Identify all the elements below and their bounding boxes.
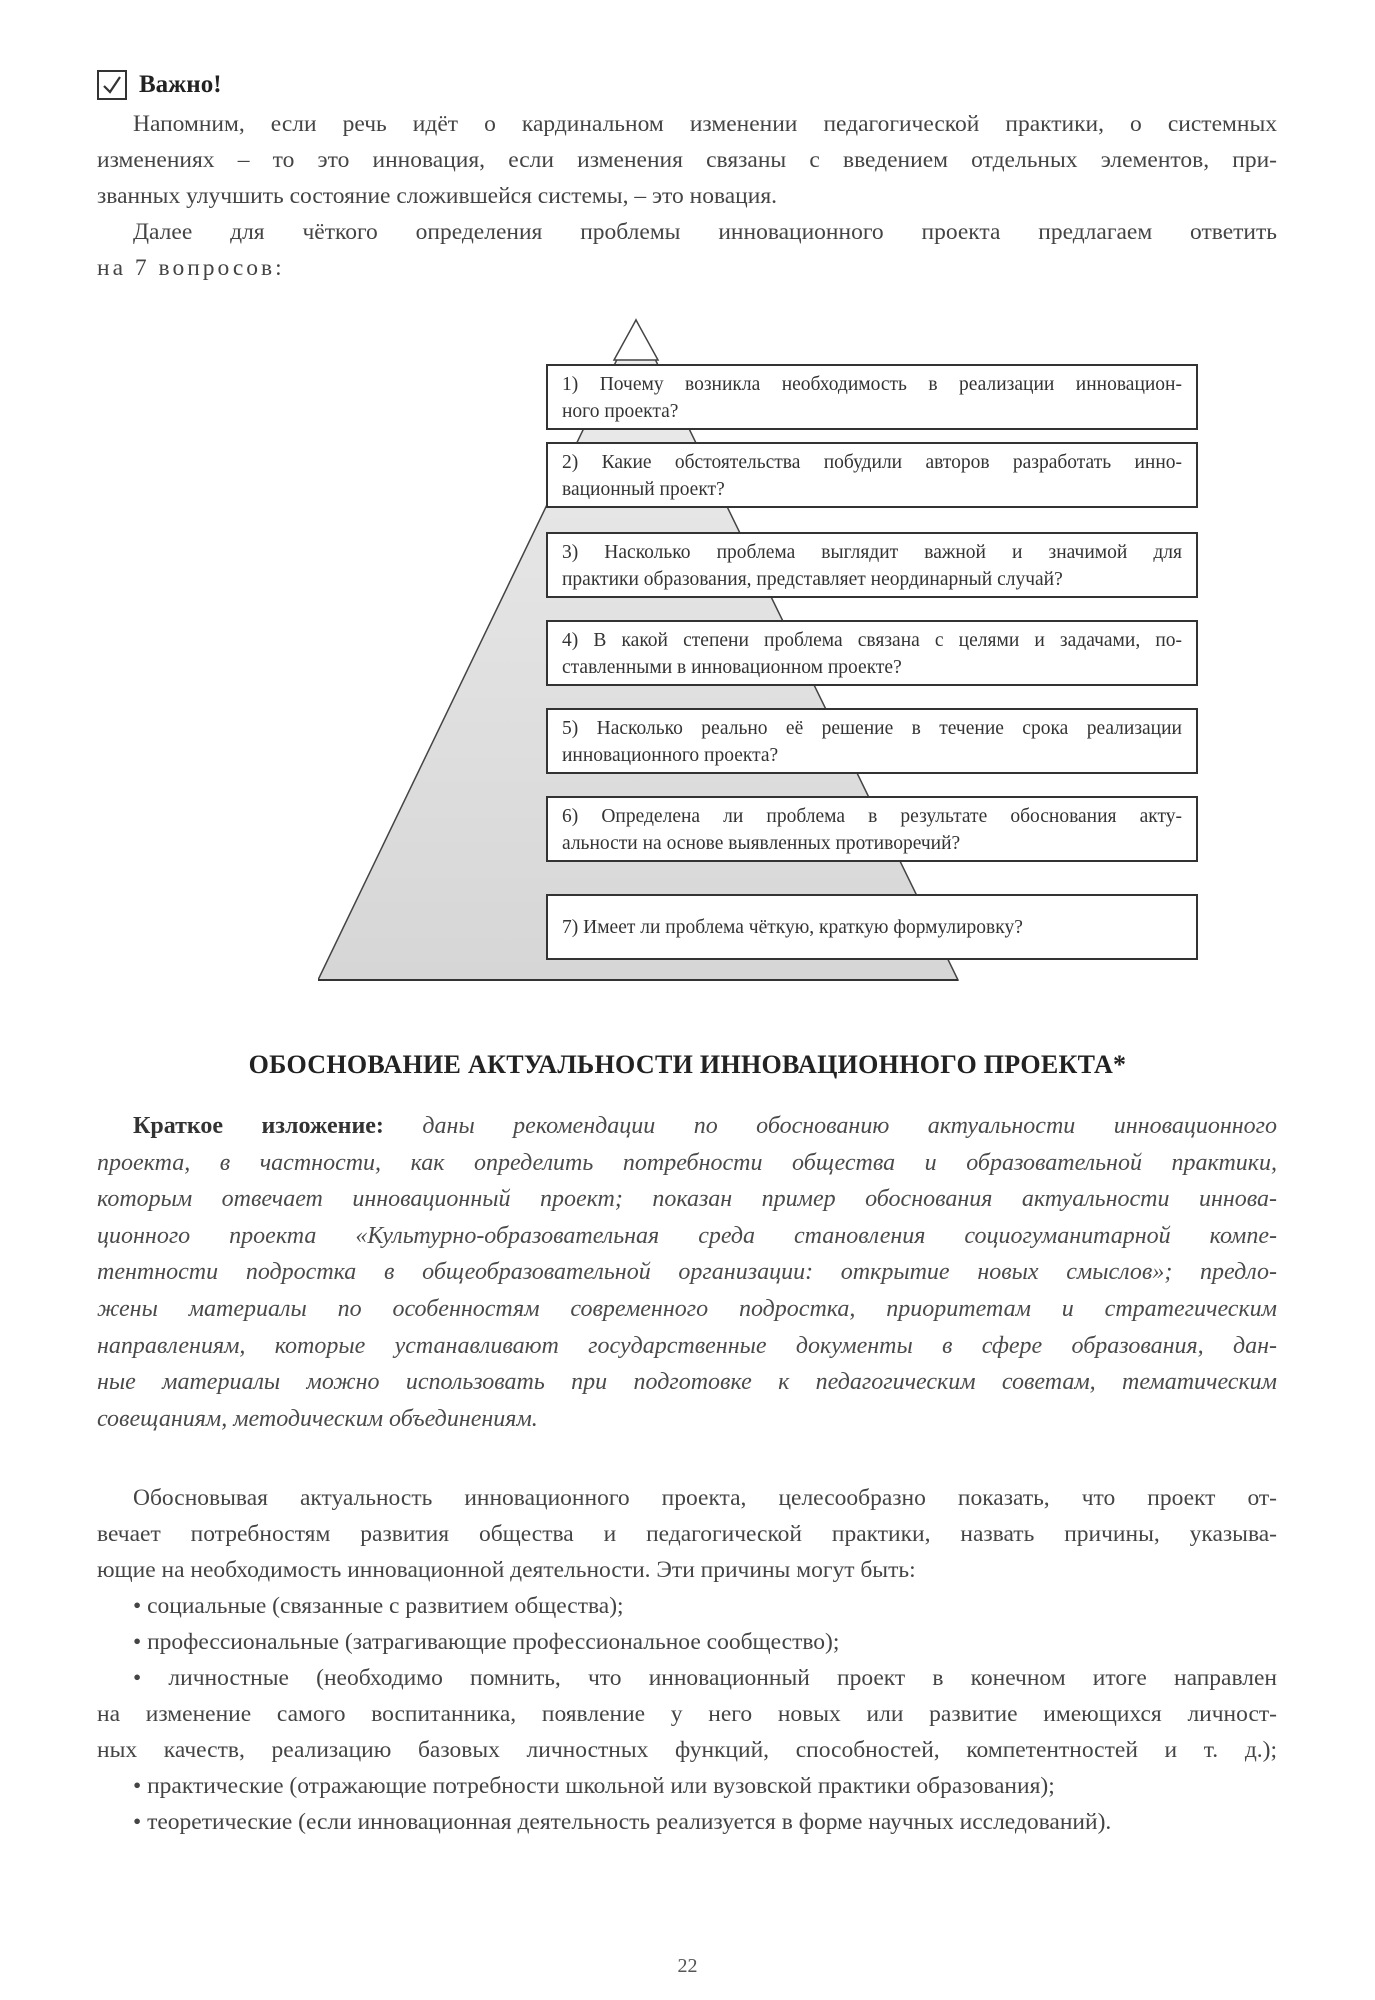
list-item: • теоретические (если инновационная деятельность реализуется в форме научных исследований). — [133, 1809, 1112, 1835]
question-line: вационный проект? — [562, 479, 725, 500]
text-line: Обосновывая актуальность инновационного проекта, целесообразно показать, что проект от- — [133, 1485, 1277, 1511]
check-icon — [101, 74, 123, 96]
question-line: практики образования, представляет неординарный случай? — [562, 569, 1063, 590]
summary-paragraph — [97, 1108, 1277, 1437]
text-line: Напомним, если речь идёт о кардинальном изменении педагогической практики, о системных — [133, 111, 1277, 137]
question-box-4 — [546, 620, 1198, 686]
question-box-7 — [546, 894, 1198, 960]
question-line: альности на основе выявленных противоречий? — [562, 833, 961, 854]
text-line: ющие на необходимость инновационной деятельности. Эти причины могут быть: — [97, 1557, 916, 1583]
list-item: • профессиональные (затрагивающие профессиональное сообщество); — [133, 1629, 840, 1655]
text-line: совещаниям, методическим объединениям. — [97, 1405, 538, 1432]
list-item: • социальные (связанные с развитием общества); — [133, 1593, 624, 1619]
question-box-6 — [546, 796, 1198, 862]
summary-first-line — [97, 1108, 1277, 1145]
text-line: тентности подростка в общеобразовательной организации: открытие новых смыслов»; предло- — [97, 1259, 1277, 1286]
section-title: ОБОСНОВАНИЕ АКТУАЛЬНОСТИ ИННОВАЦИОННОГО ПРОЕКТА* — [248, 1050, 1127, 1079]
summary-text: даны рекомендации по обоснованию актуальности инновационного — [422, 1113, 1278, 1139]
text-line: вечает потребностям развития общества и педагогической практики, назвать причины, указыва- — [97, 1521, 1277, 1547]
text-line: званных улучшить состояние сложившейся системы, – это новация. — [97, 183, 778, 209]
question-line: 3) Насколько проблема выглядит важной и значимой для — [562, 542, 1182, 563]
summary-lead: Краткое изложение: — [133, 1113, 384, 1139]
page-number: 22 — [677, 1955, 698, 1977]
text-line: жены материалы по особенностям современного подростка, приоритетам и стратегическим — [97, 1295, 1277, 1322]
questions-pyramid — [318, 312, 1218, 982]
body-paragraph — [97, 1480, 1277, 1840]
text-line: направлениям, которые устанавливают государственные документы в сфере образования, дан- — [97, 1332, 1277, 1359]
question-line: 7) Имеет ли проблема чёткую, краткую формулировку? — [562, 917, 1023, 938]
text-line: на изменение самого воспитанника, появление у него новых или развитие имеющихся личност- — [97, 1701, 1277, 1727]
text-line: ционного проекта «Культурно-образовательная среда становления социогуманитарной компе- — [97, 1222, 1277, 1249]
text-line: проекта, в частности, как определить потребности общества и образовательной практики, — [97, 1149, 1277, 1176]
question-box-2 — [546, 442, 1198, 508]
question-line: 5) Насколько реально её решение в течение срока реализации — [562, 718, 1182, 739]
question-line: инновационного проекта? — [562, 745, 779, 766]
question-line: 6) Определена ли проблема в результате обоснования акту- — [562, 806, 1182, 827]
text-line: которым отвечает инновационный проект; показан пример обоснования актуальности иннова- — [97, 1186, 1277, 1213]
intro-paragraph — [97, 106, 1277, 286]
checkbox-frame — [97, 70, 127, 100]
question-line: ставленными в инновационном проекте? — [562, 657, 902, 678]
question-line: 4) В какой степени проблема связана с целями и задачами, по- — [562, 630, 1182, 651]
question-box-1 — [546, 364, 1198, 430]
text-line: ных качеств, реализацию базовых личностных функций, способностей, компетентностей и т. д.); — [97, 1737, 1277, 1763]
text-line: ные материалы можно использовать при подготовке к педагогическим советам, тематическим — [97, 1369, 1277, 1396]
question-box-3 — [546, 532, 1198, 598]
text-line: Далее для чёткого определения проблемы инновационного проекта предлагаем ответить — [133, 219, 1277, 245]
list-item: • личностные (необходимо помнить, что инновационный проект в конечном итоге направлен — [133, 1665, 1277, 1691]
text-line: изменениях – то это инновация, если изменения связаны с введением отдельных элементов, при- — [97, 147, 1277, 173]
question-line: ного проекта? — [562, 401, 679, 422]
question-line: 1) Почему возникла необходимость в реализации инновацион- — [562, 374, 1182, 395]
text-line: на 7 вопросов: — [97, 255, 285, 281]
list-item: • практические (отражающие потребности школьной или вузовской практики образования); — [133, 1773, 1055, 1799]
question-line: 2) Какие обстоятельства побудили авторов разработать инно- — [562, 452, 1182, 473]
important-header — [97, 68, 222, 102]
important-title: Важно! — [139, 71, 222, 98]
question-box-5 — [546, 708, 1198, 774]
